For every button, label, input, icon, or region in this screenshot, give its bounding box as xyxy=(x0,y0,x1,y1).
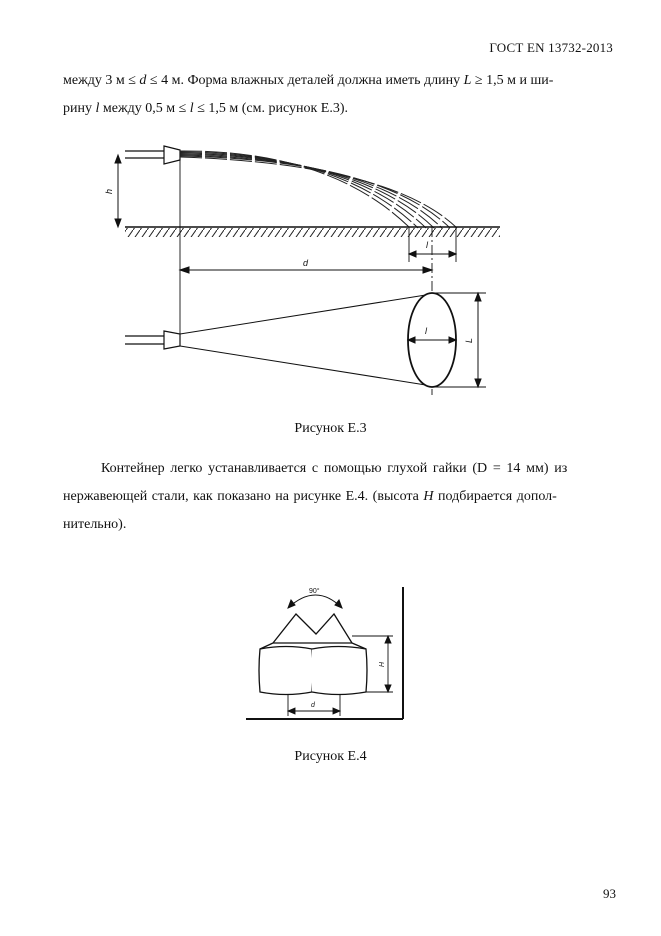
height-h-dimension xyxy=(115,155,121,227)
top-nozzle xyxy=(125,146,180,164)
figure-e4-caption: Рисунок Е.4 xyxy=(294,749,367,764)
paragraph-1-line-2: рину l между 0,5 м ≤ l ≤ 1,5 м (см. рисунок Е.3). xyxy=(63,101,348,116)
label-H: H xyxy=(379,661,386,667)
label-l-top: l xyxy=(426,240,428,250)
label-angle: 90° xyxy=(309,588,320,595)
paragraph-1-line-1: между 3 м ≤ d ≤ 4 м. Форма влажных деталей должна иметь длину L ≥ 1,5 м и ши- xyxy=(63,73,554,88)
paragraph-2-line-3: нительно). xyxy=(63,517,127,532)
document-header: ГОСТ EN 13732-2013 xyxy=(489,40,613,55)
spray-jets xyxy=(180,151,457,228)
label-h: h xyxy=(104,188,114,194)
spray-cone-plan xyxy=(180,294,432,386)
label-d: d xyxy=(303,258,309,268)
paragraph-2-line-1: Контейнер легко устанавливается с помощью глухой гайки (D = 14 мм) из xyxy=(101,461,568,476)
label-d-e4: d xyxy=(311,702,315,709)
width-l-dimension-top xyxy=(409,251,456,257)
page-number: 93 xyxy=(603,886,616,901)
bottom-nozzle xyxy=(125,331,180,349)
ground-line xyxy=(125,227,500,237)
figure-e3-caption: Рисунок Е.3 xyxy=(294,421,367,436)
paragraph-2 xyxy=(63,455,613,539)
label-l-ellipse: l xyxy=(425,326,427,336)
label-L: L xyxy=(464,337,474,343)
paragraph-2-line-2: нержавеющей стали, как показано на рисунке Е.4. (высота H подбирается допол- xyxy=(63,489,557,504)
